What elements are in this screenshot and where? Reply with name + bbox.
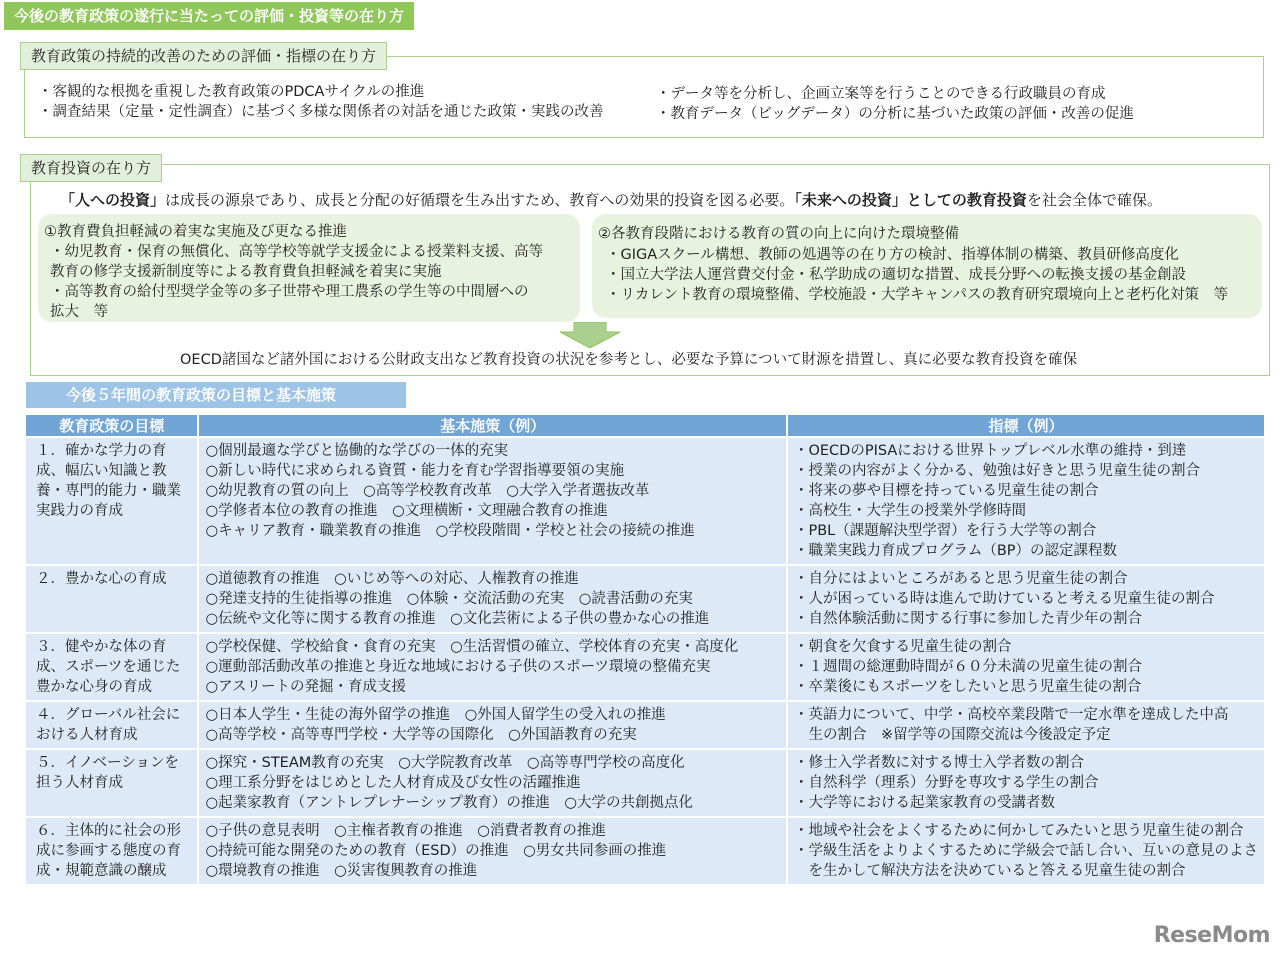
indicator-item: ・大学等における起業家教育の受講者数	[793, 795, 1055, 811]
indicator-item: ・自然科学（理系）分野を専攻する学生の割合	[793, 775, 1099, 791]
indicator-item: ・OECDのPISAにおける世界トップレベル水準の維持・到達	[793, 443, 1187, 459]
table-row	[26, 750, 1264, 816]
indicator-item: ・朝食を欠食する児童生徒の割合	[793, 639, 1012, 655]
goal-cell: ３．健やかな体の育成、スポーツを通じた豊かな心身の育成	[26, 634, 197, 700]
goal-cell: ５．イノベーションを担う人材育成	[26, 750, 197, 816]
evaluation-right-item-1: ・データ等を分析し、企画立案等を行うことのできる行政職員の育成	[656, 86, 1106, 102]
evaluation-left-item-1: ・客観的な根拠を重視した教育政策のPDCAサイクルの推進	[38, 84, 425, 100]
header-goal: 教育政策の目標	[26, 415, 197, 436]
measure-item: ○理工系分野をはじめとした人材育成及び女性の活躍推進	[205, 775, 581, 791]
measure-item: ○キャリア教育・職業教育の推進 ○学校段階間・学校と社会の接続の推進	[205, 523, 695, 539]
indicator-item: ・PBL（課題解決型学習）を行う大学等の割合	[793, 523, 1097, 539]
measure-item: ○日本人学生・生徒の海外留学の推進 ○外国人留学生の受入れの推進	[205, 707, 666, 723]
evaluation-left-item-2: ・調査結果（定量・定性調査）に基づく多様な関係者の対話を通じた政策・実践の改善	[38, 104, 604, 120]
quality-environment-line-3: ・リカレント教育の環境整備、学校施設・大学キャンパスの教育研究環境向上と老朽化対策 等	[606, 287, 1228, 303]
measures-cell	[199, 750, 786, 816]
indicator-item: ・職業実践力育成プログラム（BP）の認定課程数	[793, 543, 1118, 559]
measure-item: ○持続可能な開発のための教育（ESD）の推進 ○男女共同参画の推進	[205, 843, 667, 859]
investment-intro	[60, 190, 1162, 210]
goals-table	[24, 413, 1266, 886]
indicator-item: ・高校生・大学生の授業外学修時間	[793, 503, 1026, 519]
page-title: 今後の教育政策の遂行に当たっての評価・投資等の在り方	[4, 2, 414, 30]
table-row	[26, 438, 1264, 564]
intro-highlight-2: 「未来への投資」としての教育投資	[794, 191, 1027, 209]
indicator-item: ・英語力について、中学・高校卒業段階で一定水準を達成した中高	[793, 707, 1229, 723]
measures-cell	[199, 702, 786, 748]
indicator-item: ・地域や社会をよくするために何かしてみたいと思う児童生徒の割合	[793, 823, 1244, 839]
indicators-cell	[788, 818, 1264, 884]
burden-reduction-line-2: 教育の修学支援新制度等による教育費負担軽減を着実に実施	[50, 264, 442, 280]
measure-item: ○アスリートの発掘・育成支援	[205, 679, 407, 695]
header-measures: 基本施策（例）	[199, 415, 786, 436]
measure-item: ○学修者本位の教育の推進 ○文理横断・文理融合教育の推進	[205, 503, 608, 519]
indicators-cell	[788, 634, 1264, 700]
intro-text-2: を社会全体で確保。	[1026, 191, 1162, 209]
indicator-item: ・１週間の総運動時間が６０分未満の児童生徒の割合	[793, 659, 1142, 675]
down-arrow-icon	[556, 322, 624, 348]
quality-environment-line-1: ・GIGAスクール構想、教師の処遇等の在り方の検討、指導体制の構築、教員研修高度化	[606, 247, 1179, 263]
indicators-cell	[788, 566, 1264, 632]
burden-reduction-heading: ①教育費負担軽減の着実な実施及び更なる推進	[44, 224, 347, 240]
measure-item: ○個別最適な学びと協働的な学びの一体的充実	[205, 443, 509, 459]
intro-text-1: は成長の源泉であり、成長と分配の好循環を生み出すため、教育への効果的投資を図る必要。	[165, 191, 795, 209]
evaluation-right-item-2: ・教育データ（ビッグデータ）の分析に基づいた政策の評価・改善の促進	[656, 106, 1134, 122]
resemom-logo: ReseMom	[1153, 923, 1270, 948]
indicators-cell	[788, 438, 1264, 564]
measures-cell	[199, 818, 786, 884]
goal-cell: ６．主体的に社会の形成に参画する態度の育成・規範意識の醸成	[26, 818, 197, 884]
indicator-item: ・人が困っている時は進んで助けていると考える児童生徒の割合	[793, 591, 1215, 607]
measure-item: ○学校保健、学校給食・食育の充実 ○生活習慣の確立、学校体育の充実・高度化	[205, 639, 739, 655]
header-indicators: 指標（例）	[788, 415, 1264, 436]
measure-item: ○幼児教育の質の向上 ○高等学校教育改革 ○大学入学者選抜改革	[205, 483, 650, 499]
burden-reduction-line-4: 拡大 等	[50, 304, 108, 320]
goal-cell: ４．グローバル社会における人材育成	[26, 702, 197, 748]
goals-table-header	[26, 415, 1264, 436]
five-year-goals-band: 今後５年間の教育政策の目標と基本施策	[26, 382, 406, 408]
indicator-item: ・授業の内容がよく分かる、勉強は好きと思う児童生徒の割合	[793, 463, 1200, 479]
investment-section-tab: 教育投資の在り方	[20, 154, 162, 182]
indicators-cell	[788, 750, 1264, 816]
intro-highlight-1: 「人への投資」	[60, 191, 166, 209]
goal-cell: ２．豊かな心の育成	[26, 566, 197, 632]
measure-item: ○子供の意見表明 ○主権者教育の推進 ○消費者教育の推進	[205, 823, 606, 839]
quality-environment-line-2: ・国立大学法人運営費交付金・私学助成の適切な措置、成長分野への転換支援の基金創設	[606, 267, 1186, 283]
table-row	[26, 566, 1264, 632]
evaluation-section-tab: 教育政策の持続的改善のための評価・指標の在り方	[20, 42, 387, 70]
measure-item: ○新しい時代に求められる資質・能力を育む学習指導要領の実施	[205, 463, 625, 479]
indicator-item: ・卒業後にもスポーツをしたいと思う児童生徒の割合	[793, 679, 1142, 695]
table-row	[26, 634, 1264, 700]
quality-environment-heading: ②各教育段階における教育の質の向上に向けた環境整備	[598, 226, 959, 242]
indicator-item: を生かして解決方法を決めていると答える児童生徒の割合	[793, 863, 1186, 879]
table-row	[26, 702, 1264, 748]
indicator-item: 生の割合 ※留学等の国際交流は今後設定予定	[793, 727, 1111, 743]
indicators-cell	[788, 702, 1264, 748]
measure-item: ○高等学校・高等専門学校・大学等の国際化 ○外国語教育の充実	[205, 727, 637, 743]
measures-cell	[199, 634, 786, 700]
investment-conclusion: OECD諸国など諸外国における公財政支出など教育投資の状況を参考とし、必要な予算について財源を措置し、真に必要な教育投資を確保	[180, 352, 1078, 368]
indicator-item: ・自然体験活動に関する行事に参加した青少年の割合	[793, 611, 1142, 627]
measures-cell	[199, 566, 786, 632]
measure-item: ○起業家教育（アントレプレナーシップ教育）の推進 ○大学の共創拠点化	[205, 795, 694, 811]
measure-item: ○運動部活動改革の推進と身近な地域における子供のスポーツ環境の整備充実	[205, 659, 711, 675]
measure-item: ○発達支持的生徒指導の推進 ○体験・交流活動の充実 ○読書活動の充実	[205, 591, 693, 607]
indicator-item: ・修士入学者数に対する博士入学者数の割合	[793, 755, 1084, 771]
indicator-item: ・自分にはよいところがあると思う児童生徒の割合	[793, 571, 1128, 587]
burden-reduction-line-1: ・幼児教育・保育の無償化、高等学校等就学支援金による授業料支援、高等	[50, 244, 543, 260]
measure-item: ○探究・STEAM教育の充実 ○大学院教育改革 ○高等専門学校の高度化	[205, 755, 685, 771]
measure-item: ○道徳教育の推進 ○いじめ等への対応、人権教育の推進	[205, 571, 579, 587]
indicator-item: ・学級生活をよりよくするために学級会で話し合い、互いの意見のよさ	[793, 843, 1258, 859]
goal-cell: １．確かな学力の育成、幅広い知識と教養・専門的能力・職業実践力の育成	[26, 438, 197, 564]
measure-item: ○環境教育の推進 ○災害復興教育の推進	[205, 863, 478, 879]
indicator-item: ・将来の夢や目標を持っている児童生徒の割合	[793, 483, 1099, 499]
burden-reduction-line-3: ・高等教育の給付型奨学金等の多子世帯や理工農系の学生等の中間層への	[50, 284, 529, 300]
measures-cell	[199, 438, 786, 564]
measure-item: ○伝統や文化等に関する教育の推進 ○文化芸術による子供の豊かな心の推進	[205, 611, 710, 627]
table-row	[26, 818, 1264, 884]
